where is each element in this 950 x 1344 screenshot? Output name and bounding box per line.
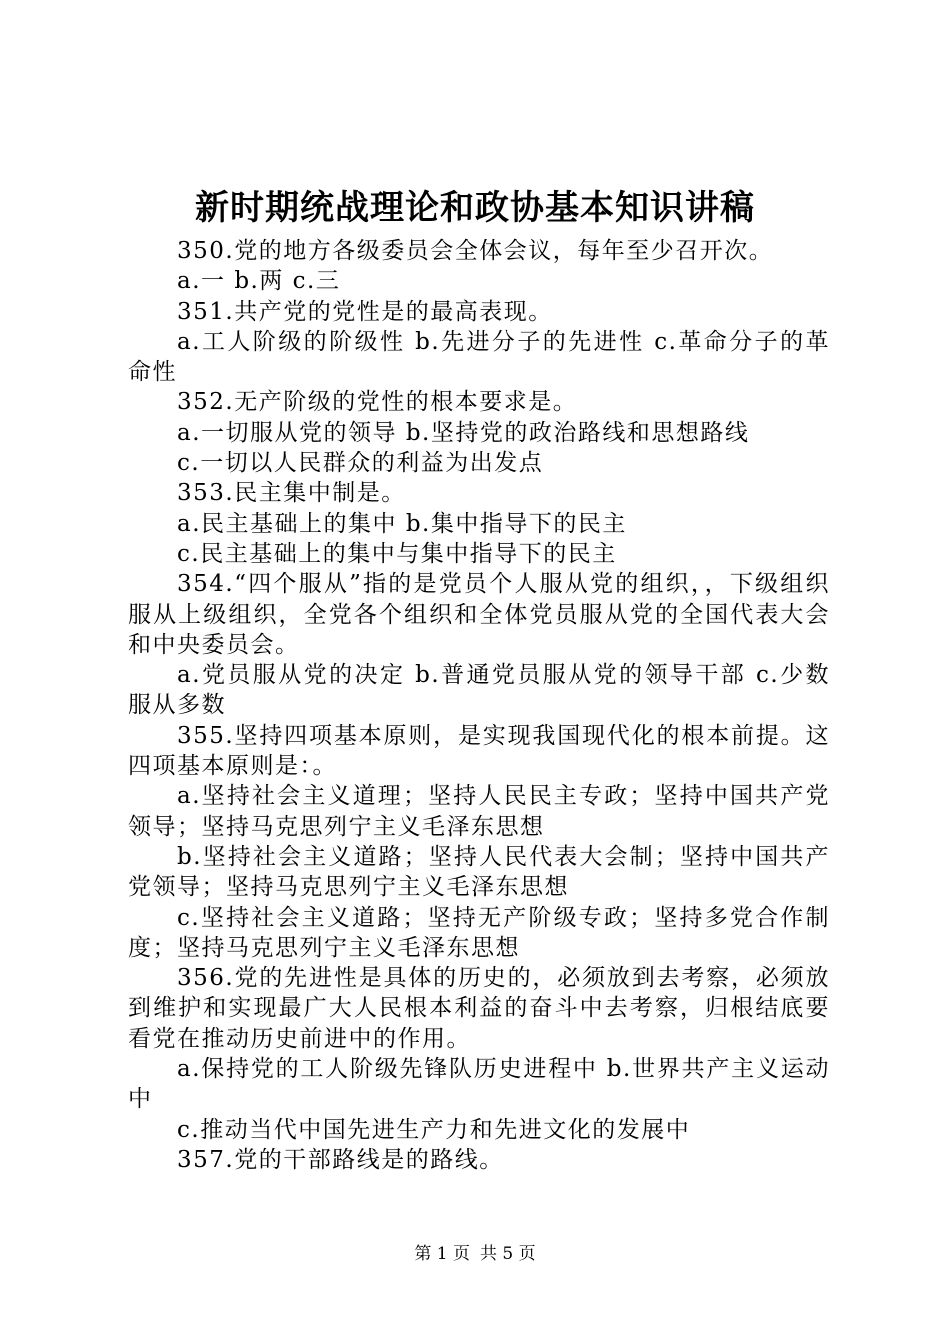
page-number: 第 1 页 <box>414 1244 470 1264</box>
page-total: 共 5 页 <box>480 1244 536 1264</box>
paragraph: c.民主基础上的集中与集中指导下的民主 <box>177 540 617 567</box>
paragraph: 356.党的先进性是具体的历史的，必须放到去考察，必须放到维护和实现最广大人民根本利益的奋斗中去考察，归根结底要看党在推动历史前进中的作用。 <box>128 965 830 1052</box>
paragraph: a.工人阶级的阶级性 b.先进分子的先进性 c.革命分子的革命性 <box>128 328 830 386</box>
paragraph: 350.党的地方各级委员会全体会议，每年至少召开次。 <box>177 238 774 264</box>
paragraph: c.推动当代中国先进生产力和先进文化的发展中 <box>177 1116 691 1143</box>
paragraph: 351.共产党的党性是的最高表现。 <box>177 298 553 325</box>
document-title: 新时期统战理论和政协基本知识讲稿 <box>195 188 755 228</box>
paragraph: c.一切以人民群众的利益为出发点 <box>177 450 544 477</box>
paragraph: a.坚持社会主义道理；坚持人民民主专政；坚持中国共产党领导；坚持马克思列宁主义毛泽东思想 <box>128 783 830 840</box>
paragraph: a.党员服从党的决定 b.普通党员服从党的领导干部 c.少数服从多数 <box>128 662 830 719</box>
paragraph: 352.无产阶级的党性的根本要求是。 <box>177 389 578 416</box>
paragraph: c.坚持社会主义道路；坚持无产阶级专政；坚持多党合作制度；坚持马克思列宁主义毛泽东思想 <box>128 904 830 961</box>
paragraph: 355.坚持四项基本原则，是实现我国现代化的根本前提。这四项基本原则是：。 <box>128 722 830 780</box>
document-body <box>128 236 830 1175</box>
paragraph: a.一 b.两 c.三 <box>177 268 341 295</box>
paragraph: 353.民主集中制是。 <box>177 480 406 507</box>
paragraph: b.坚持社会主义道路；坚持人民代表大会制；坚持中国共产党领导；坚持马克思列宁主义毛泽东思想 <box>128 843 830 901</box>
page-footer <box>0 1242 950 1266</box>
paragraph: a.保持党的工人阶级先锋队历史进程中 b.世界共产主义运动中 <box>128 1056 830 1113</box>
paragraph: 354.“四个服从”指的是党员个人服从党的组织，，下级组织服从上级组织，全党各个组织和全体党员服从党的全国代表大会和中央委员会。 <box>128 571 830 658</box>
paragraph: a.民主基础上的集中 b.集中指导下的民主 <box>177 510 627 537</box>
paragraph: 357.党的干部路线是的路线。 <box>177 1146 504 1173</box>
paragraph: a.一切服从党的领导 b.坚持党的政治路线和思想路线 <box>177 419 750 446</box>
